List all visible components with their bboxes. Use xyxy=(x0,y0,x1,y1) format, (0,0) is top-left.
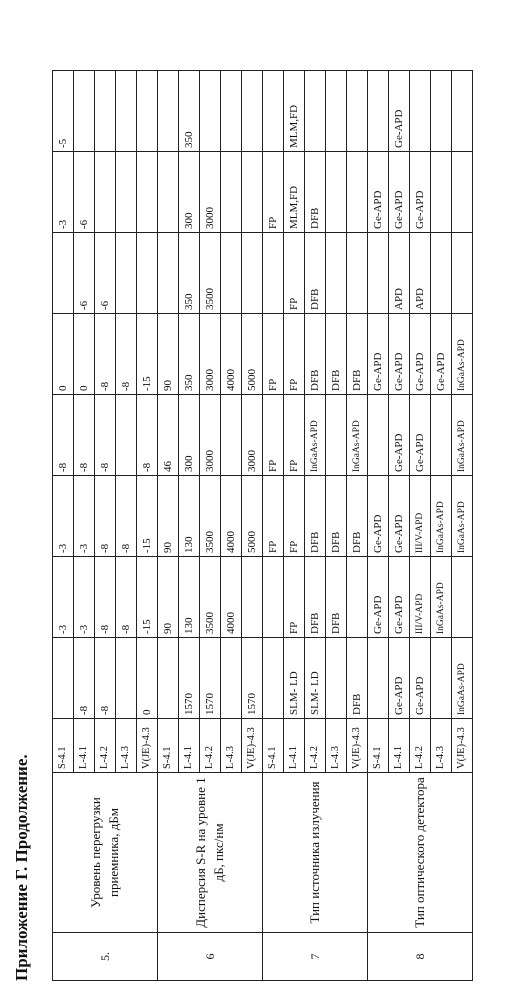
table-cell xyxy=(221,152,242,233)
table-cell: 3500 xyxy=(200,476,221,557)
table-cell: -6 xyxy=(95,233,116,314)
table-cell: InGaAs-APD xyxy=(431,476,452,557)
interface-code: S-4.1 xyxy=(368,719,389,773)
table-cell: 3500 xyxy=(200,557,221,638)
table-cell: III/V-APD xyxy=(410,476,431,557)
table-cell: 4000 xyxy=(221,557,242,638)
table-cell: DFB xyxy=(305,233,326,314)
table-cell xyxy=(410,71,431,152)
table-cell: 350 xyxy=(179,233,200,314)
table-cell xyxy=(158,233,179,314)
table-cell: DFB xyxy=(347,314,368,395)
interface-code: L-4.2 xyxy=(410,719,431,773)
table-cell xyxy=(263,557,284,638)
parameter-name: Тип источника излучения xyxy=(263,773,368,933)
interface-code: L-4.3 xyxy=(221,719,242,773)
table-cell: 130 xyxy=(179,557,200,638)
interface-code: V(JE)-4.3 xyxy=(452,719,473,773)
table-cell: Ge-APD xyxy=(389,476,410,557)
table-cell: Ge-APD xyxy=(410,152,431,233)
table-cell xyxy=(431,233,452,314)
table-cell xyxy=(116,71,137,152)
spec-table xyxy=(52,70,473,981)
interface-code: V(JE)-4.3 xyxy=(137,719,158,773)
table-row xyxy=(53,71,74,981)
table-cell xyxy=(326,638,347,719)
table-cell xyxy=(137,233,158,314)
interface-code: L-4.1 xyxy=(284,719,305,773)
table-cell xyxy=(53,233,74,314)
table-cell xyxy=(452,233,473,314)
interface-code: L-4.1 xyxy=(74,719,95,773)
table-cell xyxy=(158,71,179,152)
table-cell: -3 xyxy=(53,557,74,638)
table-cell xyxy=(221,638,242,719)
table-cell: InGaAs-APD xyxy=(431,557,452,638)
table-cell: InGaAs-APD xyxy=(452,638,473,719)
table-cell xyxy=(263,71,284,152)
table-cell: DFB xyxy=(326,476,347,557)
table-cell: InGaAs-APD xyxy=(305,395,326,476)
table-cell xyxy=(431,71,452,152)
table-cell xyxy=(431,638,452,719)
table-cell xyxy=(74,71,95,152)
table-cell xyxy=(368,71,389,152)
table-cell: -8 xyxy=(116,557,137,638)
table-cell xyxy=(347,152,368,233)
table-cell: 46 xyxy=(158,395,179,476)
table-cell: 1570 xyxy=(179,638,200,719)
table-cell: -8 xyxy=(74,638,95,719)
table-cell: InGaAs-APD xyxy=(452,476,473,557)
table-cell xyxy=(137,71,158,152)
table-cell: 350 xyxy=(179,71,200,152)
table-cell: Ge-APD xyxy=(410,314,431,395)
table-cell: -8 xyxy=(53,395,74,476)
table-cell xyxy=(95,152,116,233)
table-cell: 130 xyxy=(179,476,200,557)
interface-code: L-4.2 xyxy=(305,719,326,773)
interface-code: V(JE)-4.3 xyxy=(242,719,263,773)
table-cell: 3000 xyxy=(200,314,221,395)
table-cell xyxy=(158,638,179,719)
table-cell xyxy=(242,71,263,152)
table-cell: DFB xyxy=(305,476,326,557)
table-cell: -8 xyxy=(74,395,95,476)
table-cell: 3500 xyxy=(200,233,221,314)
table-cell: InGaAs-APD xyxy=(452,395,473,476)
table-cell: 4000 xyxy=(221,314,242,395)
table-cell: -8 xyxy=(137,395,158,476)
table-cell xyxy=(242,557,263,638)
row-number: 6 xyxy=(158,933,263,981)
table-cell: -8 xyxy=(95,476,116,557)
interface-code: L-4.2 xyxy=(95,719,116,773)
table-cell: FP xyxy=(284,395,305,476)
table-cell: FP xyxy=(263,395,284,476)
page-caption: Приложение Г. Продолжение. xyxy=(12,754,31,981)
table-cell xyxy=(242,233,263,314)
table-cell xyxy=(368,233,389,314)
table-cell: DFB xyxy=(326,314,347,395)
table-cell: FP xyxy=(284,476,305,557)
table-cell: Ge-APD xyxy=(368,476,389,557)
table-cell: DFB xyxy=(305,152,326,233)
interface-code: L-4.3 xyxy=(326,719,347,773)
table-cell: -3 xyxy=(74,476,95,557)
table-cell: 350 xyxy=(179,314,200,395)
table-cell: Ge-APD xyxy=(368,314,389,395)
table-cell: 0 xyxy=(137,638,158,719)
table-cell: 1570 xyxy=(200,638,221,719)
table-cell xyxy=(116,638,137,719)
table-cell: 90 xyxy=(158,557,179,638)
table-cell: -6 xyxy=(74,233,95,314)
table-cell: 300 xyxy=(179,395,200,476)
table-cell: Ge-APD xyxy=(410,395,431,476)
interface-code: L-4.1 xyxy=(179,719,200,773)
interface-code: L-4.2 xyxy=(200,719,221,773)
table-cell: -8 xyxy=(116,476,137,557)
table-cell xyxy=(200,71,221,152)
table-cell xyxy=(137,152,158,233)
table-cell xyxy=(347,233,368,314)
table-cell: DFB xyxy=(305,314,326,395)
table-cell xyxy=(326,152,347,233)
table-cell: 90 xyxy=(158,314,179,395)
table-cell: Ge-APD xyxy=(368,152,389,233)
table-cell xyxy=(158,152,179,233)
interface-code: L-4.3 xyxy=(431,719,452,773)
table-row xyxy=(368,71,389,981)
table-cell xyxy=(431,152,452,233)
table-cell xyxy=(116,233,137,314)
table-cell: -8 xyxy=(95,395,116,476)
interface-code: L-4.1 xyxy=(389,719,410,773)
table-cell xyxy=(116,395,137,476)
table-row xyxy=(263,71,284,981)
table-cell: 5000 xyxy=(242,476,263,557)
table-cell: DFB xyxy=(305,557,326,638)
table-cell xyxy=(326,71,347,152)
table-cell: 3000 xyxy=(200,395,221,476)
table-cell xyxy=(452,557,473,638)
table-cell xyxy=(452,71,473,152)
interface-code: S-4.1 xyxy=(263,719,284,773)
table-cell: DFB xyxy=(347,638,368,719)
table-cell: 3000 xyxy=(200,152,221,233)
table-cell: -6 xyxy=(74,152,95,233)
table-cell: -15 xyxy=(137,476,158,557)
table-cell: InGaAs-APD xyxy=(347,395,368,476)
table-cell: Ge-APD xyxy=(389,152,410,233)
table-cell xyxy=(95,71,116,152)
table-cell: FP xyxy=(284,233,305,314)
table-cell: Ge-APD xyxy=(389,395,410,476)
row-number: 8 xyxy=(368,933,473,981)
table-cell: 90 xyxy=(158,476,179,557)
table-cell: APD xyxy=(389,233,410,314)
table-cell xyxy=(368,638,389,719)
table-cell xyxy=(347,71,368,152)
table-cell xyxy=(326,233,347,314)
table-cell: InGaAs-APD xyxy=(452,314,473,395)
table-cell: Ge-APD xyxy=(368,557,389,638)
table-cell xyxy=(347,557,368,638)
row-number: 5. xyxy=(53,933,158,981)
table-cell: 0 xyxy=(74,314,95,395)
interface-code: S-4.1 xyxy=(53,719,74,773)
table-cell xyxy=(221,395,242,476)
table-cell: Ge-APD xyxy=(389,557,410,638)
table-cell: MLM,FD xyxy=(284,152,305,233)
table-cell: 300 xyxy=(179,152,200,233)
table-cell xyxy=(116,152,137,233)
table-cell: -8 xyxy=(95,314,116,395)
table-cell: 4000 xyxy=(221,476,242,557)
table-cell: -15 xyxy=(137,557,158,638)
interface-code: S-4.1 xyxy=(158,719,179,773)
table-cell: -8 xyxy=(95,638,116,719)
table-cell xyxy=(53,638,74,719)
table-cell: -3 xyxy=(53,152,74,233)
table-cell: Ge-APD xyxy=(431,314,452,395)
table-cell: Ge-APD xyxy=(410,638,431,719)
table-cell: SLM- LD xyxy=(305,638,326,719)
table-cell: DFB xyxy=(347,476,368,557)
table-cell: -15 xyxy=(137,314,158,395)
table-cell xyxy=(242,152,263,233)
table-cell: -8 xyxy=(116,314,137,395)
table-cell: Ge-APD xyxy=(389,71,410,152)
table-cell: 1570 xyxy=(242,638,263,719)
row-number: 7 xyxy=(263,933,368,981)
table-cell: -3 xyxy=(53,476,74,557)
interface-code: V(JE)-4.3 xyxy=(347,719,368,773)
interface-code: L-4.3 xyxy=(116,719,137,773)
table-cell: FP xyxy=(263,152,284,233)
table-cell: -3 xyxy=(74,557,95,638)
table-cell: III/V-APD xyxy=(410,557,431,638)
table-cell: SLM- LD xyxy=(284,638,305,719)
table-row xyxy=(158,71,179,981)
table-cell xyxy=(221,233,242,314)
table-cell: -5 xyxy=(53,71,74,152)
table-cell xyxy=(263,638,284,719)
table-cell: 5000 xyxy=(242,314,263,395)
table-cell xyxy=(305,71,326,152)
table-cell: APD xyxy=(410,233,431,314)
table-cell: FP xyxy=(263,476,284,557)
table-cell xyxy=(431,395,452,476)
table-cell xyxy=(452,152,473,233)
table-cell xyxy=(221,71,242,152)
table-cell: MLM,FD xyxy=(284,71,305,152)
table-cell: 3000 xyxy=(242,395,263,476)
parameter-name: Уровень перегрузки приемника, дБм xyxy=(53,773,158,933)
table-cell: Ge-APD xyxy=(389,638,410,719)
table-cell: -8 xyxy=(95,557,116,638)
table-cell: FP xyxy=(284,557,305,638)
table-cell: Ge-APD xyxy=(389,314,410,395)
table-cell xyxy=(263,233,284,314)
parameter-name: Тип оптического детектора xyxy=(368,773,473,933)
table-cell: DFB xyxy=(326,557,347,638)
table-cell xyxy=(368,395,389,476)
table-cell xyxy=(326,395,347,476)
table-cell: FP xyxy=(284,314,305,395)
parameter-name: Дисперсия S-R на уровне 1 дБ, пкс/нм xyxy=(158,773,263,933)
table-cell: 0 xyxy=(53,314,74,395)
table-cell: FP xyxy=(263,314,284,395)
